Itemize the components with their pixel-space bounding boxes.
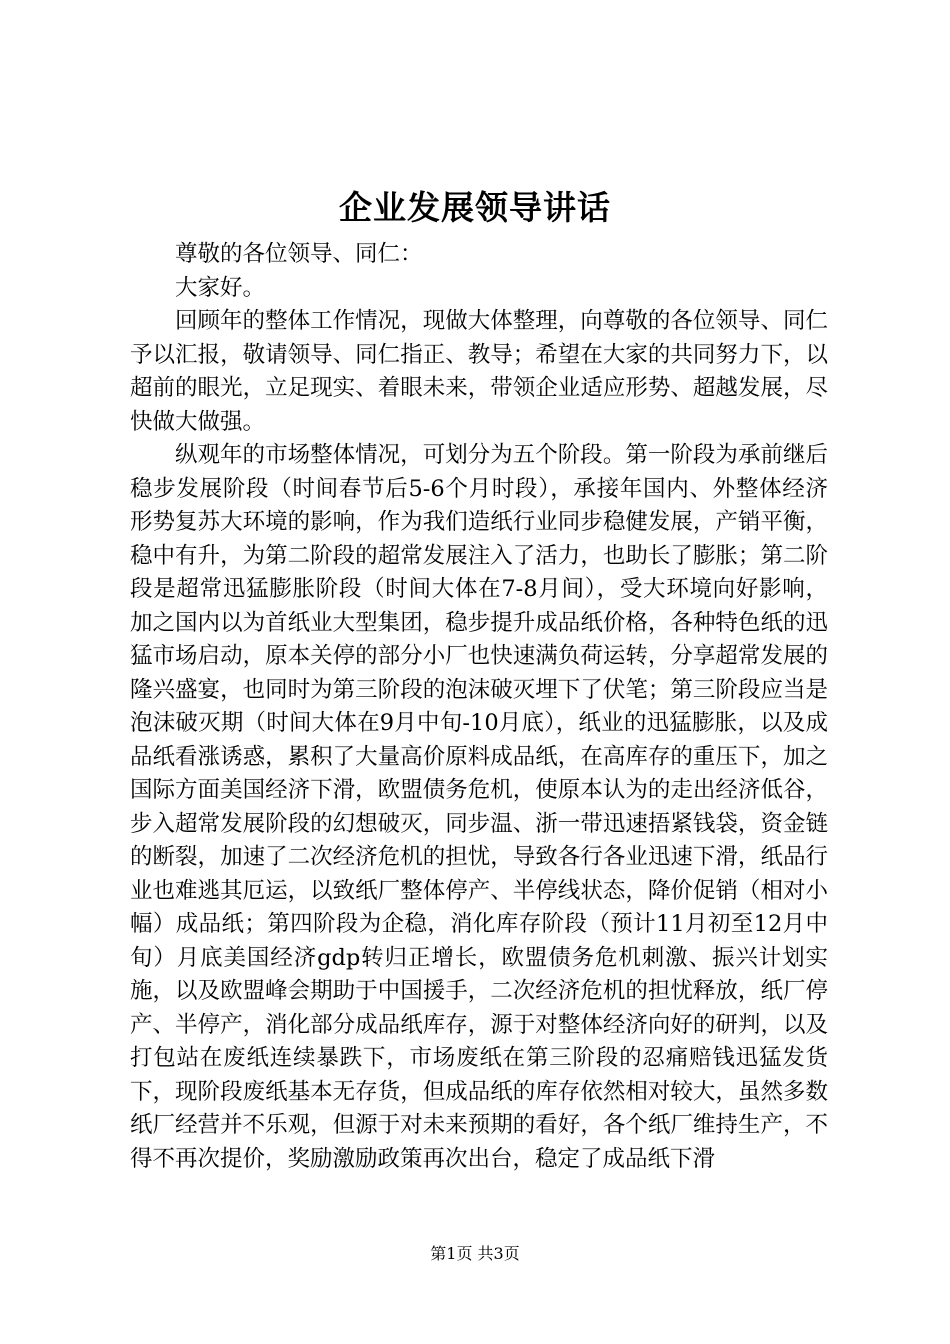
paragraph-market-overview: 纵观年的市场整体情况，可划分为五个阶段。第一阶段为承前继后稳步发展阶段（时间春节后5-6个月时段），承接年国内、外整体经济形势复苏大环境的影响，作为我们造纸行业同步稳健发展，产销平衡，稳中有升，为第二阶段的超常发展注入了活力，也助长了膨胀；第二阶段是超常迅猛膨胀阶段（时间大体在7-8月间），受大环境向好影响，加之国内以为首纸业大型集团，稳步提升成品纸价格，各种特色纸的迅猛市场启动，原本关停的部分小厂也快速满负荷运转，分享超常发展的隆兴盛宴，也同时为第三阶段的泡沫破灭埋下了伏笔；第三阶段应当是泡沫破灭期（时间大体在9月中旬-10月底），纸业的迅猛膨胀，以及成品纸看涨诱惑，累积了大量高价原料成品纸，在高库存的重压下，加之国际方面美国经济下滑，欧盟债务危机，使原本认为的走出经济低谷，步入超常发展阶段的幻想破灭，同步温、浙一带迅速捂紧钱袋，资金链的断裂，加速了二次经济危机的担忧，导致各行各业迅速下滑，纸品行业也难逃其厄运，以致纸厂整体停产、半停线状态，降价促销（相对小幅）成品纸；第四阶段为企稳，消化库存阶段（预计11月初至12月中旬）月底美国经济gdp转归正增长，欧盟债务危机刺激、振兴计划实施，以及欧盟峰会期助于中国援手，二次经济危机的担忧释放，纸厂停产、半停产，消化部分成品纸库存，源于对整体经济向好的研判，以及打包站在废纸连续暴跌下，市场废纸在第三阶段的忍痛赔钱迅猛发货下，现阶段废纸基本无存货，但成品纸的库存依然相对较大，虽然多数纸厂经营并不乐观，但源于对未来预期的看好，各个纸厂维持生产，不得不再次提价，奖励激励政策再次出台，稳定了成品纸下滑 (130, 442, 828, 1172)
greeting: 大家好。 (175, 274, 266, 301)
page-footer: 第1页 共3页 (430, 1244, 520, 1263)
salutation: 尊敬的各位领导、同仁： (175, 241, 423, 267)
document-body (130, 238, 828, 1176)
document-title: 企业发展领导讲话 (339, 188, 611, 227)
paragraph-review: 回顾年的整体工作情况，现做大体整理，向尊敬的各位领导、同仁予以汇报，敬请领导、同仁指正、教导；希望在大家的共同努力下，以超前的眼光，立足现实、着眼未来，带领企业适应形势、超越发展，尽快做大做强。 (130, 308, 828, 435)
